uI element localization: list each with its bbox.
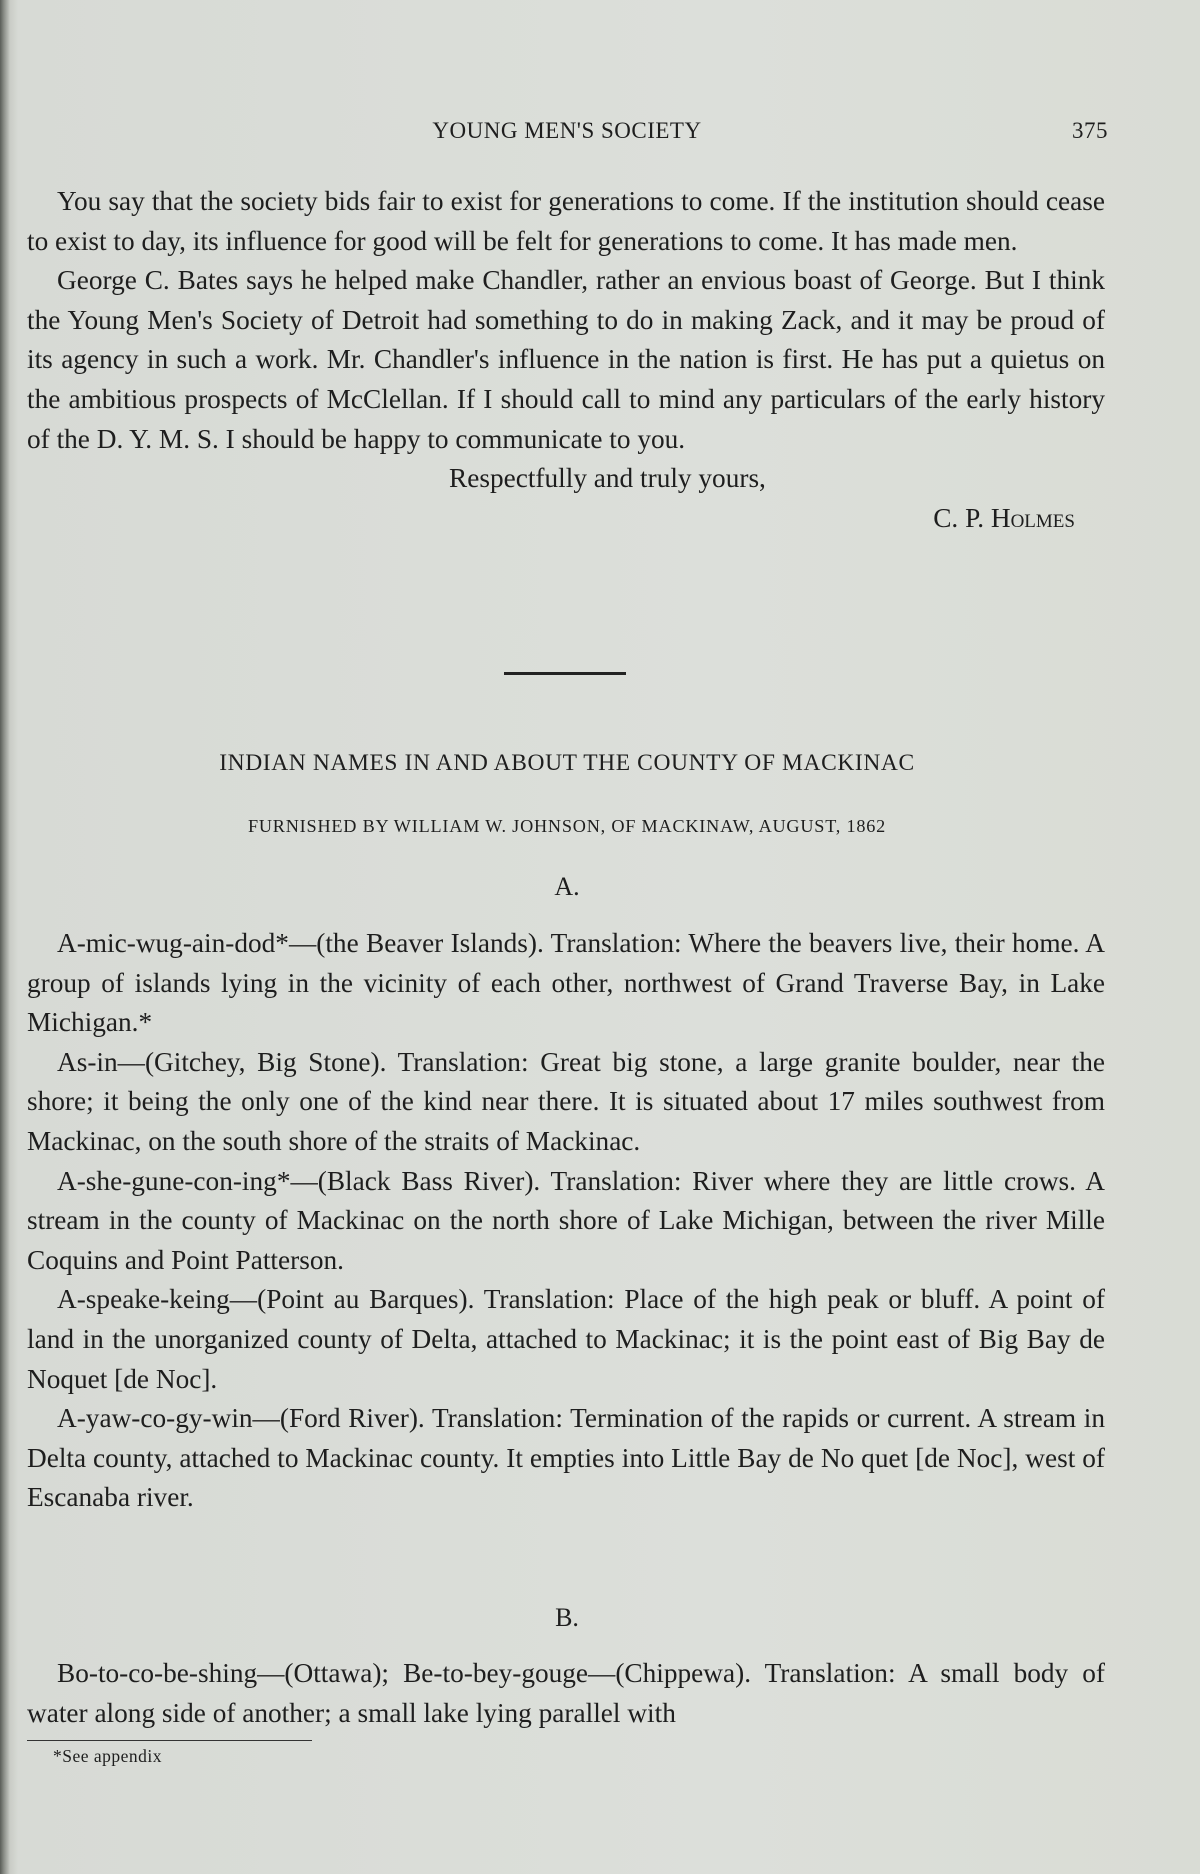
section-heading-b: B. bbox=[555, 1603, 579, 1632]
glossary-entry: A-she-gune-con-ing*—(Black Bass River). Translation: River where they are little crows. A stream in the county of Mackinac on the north shore of Lake Michigan, between the river Mille Coquins and Point Patterson. bbox=[27, 1165, 1105, 1275]
section-heading-a: A. bbox=[554, 872, 580, 901]
letter-paragraph: George C. Bates says he helped make Chandler, rather an envious boast of George. But I think the Young Men's Society of Detroit had something to do in making Zack, and it may be proud of its agency in such a work. Mr. Chandler's influence in the nation is first. He has put a quietus on the ambitious prospects of McClellan. If I should call to mind any particulars of the early history of the D. Y. M. S. I should be happy to communicate to you. bbox=[27, 265, 1105, 454]
section-divider-rule bbox=[504, 672, 626, 675]
letter-paragraph: You say that the society bids fair to exist for generations to come. If the institution should cease to exist to day, its influence for good will be felt for generations to come. It has made men. bbox=[27, 186, 1105, 256]
footnote: *See appendix bbox=[53, 1746, 163, 1766]
glossary-entry: Bo-to-co-be-shing—(Ottawa); Be-to-bey-gouge—(Chippewa). Translation: A small body of water along side of another; a small lake lying parallel with bbox=[27, 1658, 1105, 1728]
article-subtitle: FURNISHED BY WILLIAM W. JOHNSON, OF MACKINAW, AUGUST, 1862 bbox=[247, 816, 887, 836]
running-head-title: YOUNG MEN'S SOCIETY bbox=[432, 118, 702, 143]
glossary-entry: A-yaw-co-gy-win—(Ford River). Translation: Termination of the rapids or current. A stream in Delta county, attached to Mackinac county. It empties into Little Bay de No quet [de Noc], west of Escanaba river. bbox=[27, 1403, 1105, 1513]
glossary-entry: A-mic-wug-ain-dod*—(the Beaver Islands). Translation: Where the beavers live, their home. A group of islands lying in the vicinity of each other, northwest of Grand Traverse Bay, in Lake Michigan.* bbox=[27, 928, 1105, 1038]
article-title: INDIAN NAMES IN AND ABOUT THE COUNTY OF MACKINAC bbox=[219, 750, 915, 776]
glossary-entry: As-in—(Gitchey, Big Stone). Translation: Great big stone, a large granite boulder, near the shore; it being the only one of the kind near there. It is situated about 17 miles southwest from Mackinac, on the south shore of the straits of Mackinac. bbox=[27, 1046, 1105, 1156]
footnote-rule bbox=[27, 1740, 312, 1741]
page-number: 375 bbox=[1072, 118, 1108, 143]
letter-signature: C. P. Holmes bbox=[933, 502, 1075, 533]
glossary-entry: A-speake-keing—(Point au Barques). Translation: Place of the high peak or bluff. A point of land in the unorganized county of Delta, attached to Mackinac; it is the point east of Big Bay de Noquet [de Noc]. bbox=[27, 1284, 1105, 1394]
running-head bbox=[0, 118, 1200, 148]
letter-closing: Respectfully and truly yours, bbox=[449, 463, 766, 494]
letter-body bbox=[27, 182, 1105, 538]
section-a-entries bbox=[27, 924, 1105, 1518]
section-b-entries bbox=[27, 1654, 1105, 1733]
